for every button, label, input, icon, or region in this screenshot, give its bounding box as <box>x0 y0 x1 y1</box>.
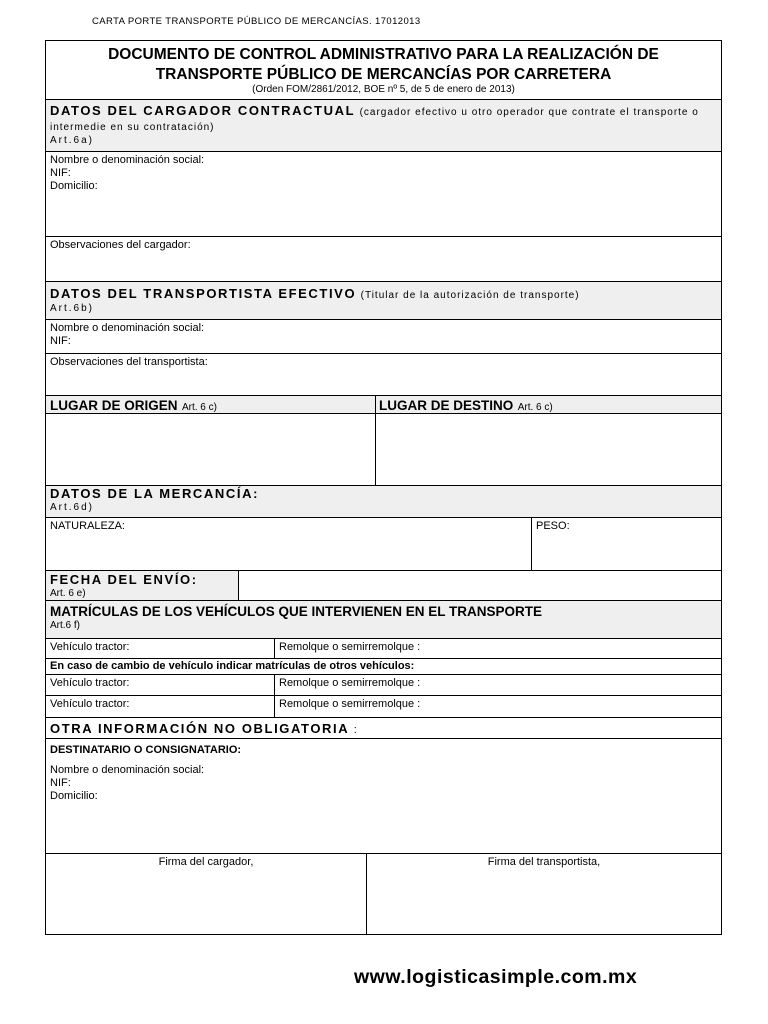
tractor-label-3: Vehículo tractor: <box>50 698 130 710</box>
form-title-line-1: DOCUMENTO DE CONTROL ADMINISTRATIVO PARA LA REALIZACIÓN DE <box>108 46 659 63</box>
cargador-art: Art.6a) <box>50 135 95 146</box>
mercancia-body <box>46 517 721 570</box>
transportista-art: Art.6b) <box>50 303 95 314</box>
cargador-heading: DATOS DEL CARGADOR CONTRACTUAL <box>50 103 356 118</box>
destinatario-heading: DESTINATARIO O CONSIGNATARIO: <box>50 744 242 756</box>
document-header-line: CARTA PORTE TRANSPORTE PÚBLICO DE MERCANCÍAS. 17012013 <box>92 16 421 27</box>
destinatario-domicilio-label: Domicilio: <box>50 790 98 802</box>
origen-heading: LUGAR DE ORIGEN <box>50 398 178 413</box>
otra-info-heading: OTRA INFORMACIÓN NO OBLIGATORIA <box>50 721 350 736</box>
origen-field[interactable] <box>46 414 375 486</box>
firma-cargador-field[interactable] <box>46 854 366 934</box>
otra-info-colon: : <box>353 724 357 736</box>
transportista-data-box[interactable] <box>46 319 721 353</box>
firma-transportista-field[interactable] <box>367 854 721 934</box>
mercancia-art: Art.6d) <box>50 502 95 513</box>
tractor-label-2: Vehículo tractor: <box>50 677 130 689</box>
transportista-note: (Titular de la autorización de transporte) <box>360 290 580 301</box>
mercancia-section-header <box>46 485 721 517</box>
matriculas-heading: MATRÍCULAS DE LOS VEHÍCULOS QUE INTERVIENEN EN EL TRANSPORTE <box>50 604 543 619</box>
transportista-heading: DATOS DEL TRANSPORTISTA EFECTIVO <box>50 286 357 301</box>
vehiculos-row-2 <box>46 674 721 695</box>
transportista-nombre-label: Nombre o denominación social: <box>50 322 205 334</box>
tractor-field-2[interactable] <box>46 675 274 695</box>
cargador-note: (cargador efectivo u otro operador que contrate el transporte o intermedie en su contratación) <box>50 107 699 133</box>
remolque-label-1: Remolque o semirremolque : <box>279 641 421 653</box>
firmas-row <box>46 853 721 934</box>
origen-destino-body <box>46 413 721 485</box>
cargador-domicilio-label: Domicilio: <box>50 180 98 192</box>
remolque-field-3[interactable] <box>275 696 721 717</box>
destinatario-nif-label: NIF: <box>50 777 71 789</box>
destino-field[interactable] <box>376 414 721 486</box>
fecha-art: Art. 6 e) <box>50 588 86 599</box>
firma-cargador-label: Firma del cargador, <box>158 856 254 868</box>
form-subtitle: (Orden FOM/2861/2012, BOE nº 5, de 5 de enero de 2013) <box>252 84 515 95</box>
cargador-observaciones-box[interactable] <box>46 236 721 281</box>
tractor-field-3[interactable] <box>46 696 274 717</box>
firma-transportista-label: Firma del transportista, <box>487 856 601 868</box>
vehiculos-row-1 <box>46 638 721 658</box>
carta-porte-form <box>45 40 722 935</box>
form-title-line-2: TRANSPORTE PÚBLICO DE MERCANCÍAS POR CARRETERA <box>155 66 612 83</box>
fecha-envio-label-cell <box>46 571 238 600</box>
matriculas-art: Art.6 f) <box>50 620 81 631</box>
destinatario-box[interactable] <box>46 738 721 853</box>
peso-field[interactable] <box>532 518 721 571</box>
cargador-data-box[interactable] <box>46 151 721 236</box>
destino-heading: LUGAR DE DESTINO <box>379 398 514 413</box>
remolque-label-2: Remolque o semirremolque : <box>279 677 421 689</box>
destino-art: Art. 6 c) <box>517 402 553 413</box>
origen-art: Art. 6 c) <box>181 402 217 413</box>
naturaleza-label: NATURALEZA: <box>50 520 125 532</box>
matriculas-section-header <box>46 600 721 638</box>
cargador-nombre-label: Nombre o denominación social: <box>50 154 205 166</box>
remolque-field-2[interactable] <box>275 675 721 695</box>
origen-destino-header <box>46 395 721 413</box>
transportista-observaciones-label: Observaciones del transportista: <box>50 356 208 368</box>
cargador-section-header <box>46 99 721 151</box>
transportista-nif-label: NIF: <box>50 335 71 347</box>
cargador-observaciones-label: Observaciones del cargador: <box>50 239 191 251</box>
cambio-vehiculo-note: En caso de cambio de vehículo indicar matrículas de otros vehículos: <box>50 660 415 672</box>
peso-label: PESO: <box>536 520 570 532</box>
mercancia-heading: DATOS DE LA MERCANCÍA: <box>50 486 260 501</box>
tractor-label-1: Vehículo tractor: <box>50 641 130 653</box>
naturaleza-field[interactable] <box>46 518 531 571</box>
fecha-envio-row <box>46 570 721 600</box>
destinatario-nombre-label: Nombre o denominación social: <box>50 764 205 776</box>
fecha-envio-field[interactable] <box>239 571 721 600</box>
form-title <box>46 45 721 85</box>
transportista-section-header <box>46 281 721 319</box>
fecha-heading: FECHA DEL ENVÍO: <box>50 572 198 587</box>
transportista-observaciones-box[interactable] <box>46 353 721 395</box>
cargador-nif-label: NIF: <box>50 167 71 179</box>
title-block <box>46 41 721 99</box>
tractor-field-1[interactable] <box>46 639 274 658</box>
remolque-field-1[interactable] <box>275 639 721 658</box>
otra-info-section-header <box>46 717 721 738</box>
remolque-label-3: Remolque o semirremolque : <box>279 698 421 710</box>
cambio-vehiculo-row <box>46 658 721 674</box>
footer-website-link[interactable]: www.logisticasimple.com.mx <box>354 966 638 988</box>
vehiculos-row-3 <box>46 695 721 717</box>
